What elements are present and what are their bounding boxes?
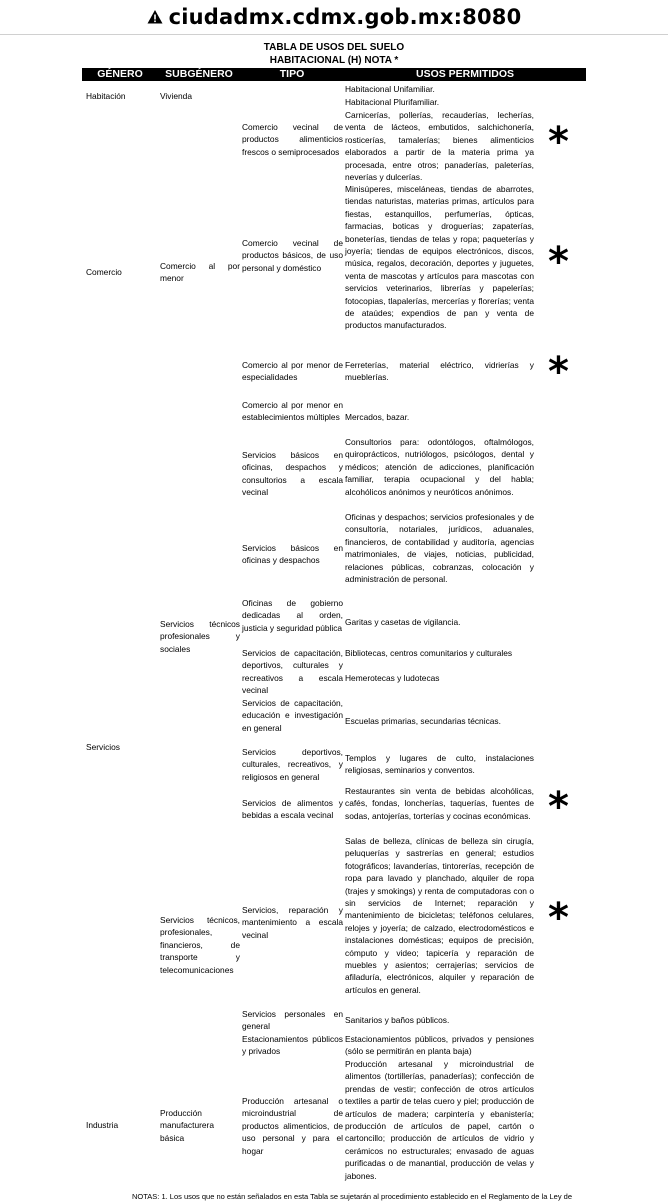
note-asterisk: * xyxy=(548,119,569,165)
note-asterisk: * xyxy=(548,239,569,285)
genero-industria: Industria xyxy=(86,1120,119,1130)
header-genero: GÉNERO xyxy=(82,68,158,81)
genero-servicios: Servicios xyxy=(86,742,120,752)
header-tipo: TIPO xyxy=(240,68,344,81)
tipo-servicios-religiosos: Servicios deportivos, culturales, recreativos, y religiosos en general xyxy=(242,747,343,782)
usos-templos: Templos y lugares de culto, instalaciones religiosas, seminarios y conventos. xyxy=(345,753,534,776)
tipo-servicios-personales: Servicios personales en general xyxy=(242,1009,343,1032)
subgenero-comercio-menor: Comercio al por menor xyxy=(160,261,240,284)
usos-comercio-vecinal-alimentos: Carnicerías, pollerías, recauderías, lecherías, venta de lácteos, embutidos, salchichonería, rosticerías, tamalerías; bienes alimenticios elaborados a partir de la materia prima ya procesada, entre otros; panaderías, paleterías, neverías y dulcerías. xyxy=(345,110,534,183)
usos-comercio-especialidades: Ferreterías, material eléctrico, vidrierías y mueblerías. xyxy=(345,360,534,383)
usos-comercio-multiples: Mercados, bazar. xyxy=(345,412,410,422)
table-title: TABLA DE USOS DEL SUELO xyxy=(263,42,405,53)
header-subgenero: SUBGÉNERO xyxy=(158,68,240,81)
browser-address-bar[interactable] xyxy=(0,0,668,33)
note-asterisk: * xyxy=(548,349,569,395)
tipo-alimentos-bebidas: Servicios de alimentos y bebidas a escala vecinal xyxy=(242,798,343,821)
tipo-oficinas-gobierno: Oficinas de gobierno dedicadas al orden, justicia y seguridad pública xyxy=(242,598,343,633)
usos-servicios-consultorios: Consultorios para: odontólogos, oftalmólogos, quiroprácticos, nutriólogos, psicólogos, dental y médicos; atención de adicciones, planificación familiar, terapia ocupacional y del habla; alcohólicos anónimos y neuróticos anónimos. xyxy=(345,437,534,497)
genero-habitacion: Habitación xyxy=(86,91,126,101)
usos-escuelas: Escuelas primarias, secundarias técnicas. xyxy=(345,716,501,726)
tipo-estacionamientos: Estacionamientos públicos y privados xyxy=(242,1034,343,1057)
usos-bibliotecas: Bibliotecas, centros comunitarios y culturales xyxy=(345,648,513,658)
tipo-comercio-vecinal-basicos: Comercio vecinal de productos básicos, de uso personal y doméstico xyxy=(242,238,343,273)
usos-hemerotecas: Hemerotecas y ludotecas xyxy=(345,673,440,683)
usos-sanitarios: Sanitarios y baños públicos. xyxy=(345,1015,450,1025)
subgenero-servicios-tecnicos: Servicios técnicos profesionales y sociales xyxy=(160,619,240,654)
usos-oficinas-gobierno: Garitas y casetas de vigilancia. xyxy=(345,617,461,627)
uso-hab-plurifamiliar: Habitacional Plurifamiliar. xyxy=(345,97,440,107)
url-text: ciudadmx.cdmx.gob.mx:8080 xyxy=(168,4,522,29)
tipo-comercio-especialidades: Comercio al por menor de especialidades xyxy=(242,360,343,383)
usos-restaurantes: Restaurantes sin venta de bebidas alcohólicas, cafés, fondas, loncherías, taquerías, fuentes de sodas, antojerías, torterías y cocinas económicas. xyxy=(345,786,534,821)
address-bar-divider xyxy=(0,34,668,35)
note-asterisk: * xyxy=(548,895,569,941)
usos-comercio-vecinal-basicos: Minisúperes, misceláneas, tiendas de abarrotes, tiendas naturistas, materias primas, artículos para fiestas, estanquillos, perfumerías, ópticas, farmacias, boticas y droguerías; zapaterías, boneterías, tiendas de telas y ropa; paqueterías y joyería; tiendas de equipos electrónicos, discos, música, regalos, decoración, deportes y juguetes, venta de mascotas y artículos para mascotas con servicios veterinarios, librerías y papelerías; fotocopias, tlapalerías, mercerías y florerías; venta de ataúdes; expendios de pan y venta de productos manufacturados. xyxy=(345,184,534,331)
table-notes: NOTAS: 1. Los usos que no están señalados en esta Tabla se sujetarán al procedimiento establecido en el Reglamento de la Ley de xyxy=(132,1192,573,1201)
header-usos: USOS PERMITIDOS xyxy=(344,68,586,81)
tipo-comercio-multiples: Comercio al por menor en establecimientos múltiples xyxy=(242,400,343,423)
usos-estacionamientos: Estacionamientos públicos, privados y pensiones (sólo se permitirán en planta baja) xyxy=(345,1034,534,1057)
tipo-produccion-artesanal: Producción artesanal o microindustrial de productos alimenticios, de uso personal y para el hogar xyxy=(242,1096,343,1156)
uso-hab-unifamiliar: Habitacional Unifamiliar. xyxy=(345,84,435,94)
tipo-capacitacion-general: Servicios de capacitación, educación e investigación en general xyxy=(242,698,343,733)
usos-servicios-oficinas: Oficinas y despachos; servicios profesionales y de consultoría, notariales, jurídicos, aduanales, financieros, de contabilidad y auditoría, agencias matrimoniales, de viajes, noticias, publicidad, relaciones públicas, cobranzas, colocación y administración de personal. xyxy=(345,512,534,585)
subgenero-servicios-financieros: Servicios técnicos, profesionales, financieros, de transporte y telecomunicaciones xyxy=(160,915,240,975)
tipo-capacitacion-vecinal: Servicios de capacitación, deportivos, culturales y recreativos a escala vecinal xyxy=(242,648,343,696)
warning-icon xyxy=(147,9,163,25)
note-asterisk: * xyxy=(548,784,569,830)
genero-comercio: Comercio xyxy=(86,267,122,277)
usos-reparacion: Salas de belleza, clínicas de belleza sin cirugía, peluquerías y sastrerías en general; estudios fotográficos; lavanderías, tintorerías, recepción de ropa para lavado y planchado, alquiler de ropa (trajes y smokings) y renta de computadoras con o sin servicios de Internet; reparación y mantenimiento de bicicletas; teléfonos celulares, relojes y joyería; de calzado, electrodomésticos e instalaciones domésticas; equipos de precisión, cómputo y video; tapicería y reparación de muebles y asientos; cerrajerías; servicios de afiladuría, electrónicos, alquiler y reparación de artículos en general. xyxy=(345,836,534,995)
table-subtitle: HABITACIONAL (H) NOTA * xyxy=(269,55,399,66)
subgenero-vivienda: Vivienda xyxy=(160,91,192,101)
tipo-comercio-vecinal-alimentos: Comercio vecinal de productos alimenticios frescos o semiprocesados xyxy=(242,122,343,157)
tipo-reparacion-mantenimiento: Servicios, reparación y mantenimiento a escala vecinal xyxy=(242,905,343,940)
usos-produccion-artesanal: Producción artesanal y microindustrial de alimentos (tortillerías, panaderías); confección de prendas de vestir; confección de otros artículos textiles a partir de telas cuero y piel; producción de artículos de madera; carpintería y ebanistería; producción de artículos de papel, cartón o cartoncillo; producción de artículos de vidrio y cerámicos no estructurales; envasado de aguas purificadas o de manantial, producción de velas y jabones. xyxy=(345,1059,534,1181)
subgenero-produccion: Producción manufacturera básica xyxy=(160,1108,214,1143)
tipo-servicios-oficinas: Servicios básicos en oficinas y despachos xyxy=(242,543,343,566)
tipo-servicios-consultorios: Servicios básicos en oficinas, despachos y consultorios a escala vecinal xyxy=(242,450,343,498)
